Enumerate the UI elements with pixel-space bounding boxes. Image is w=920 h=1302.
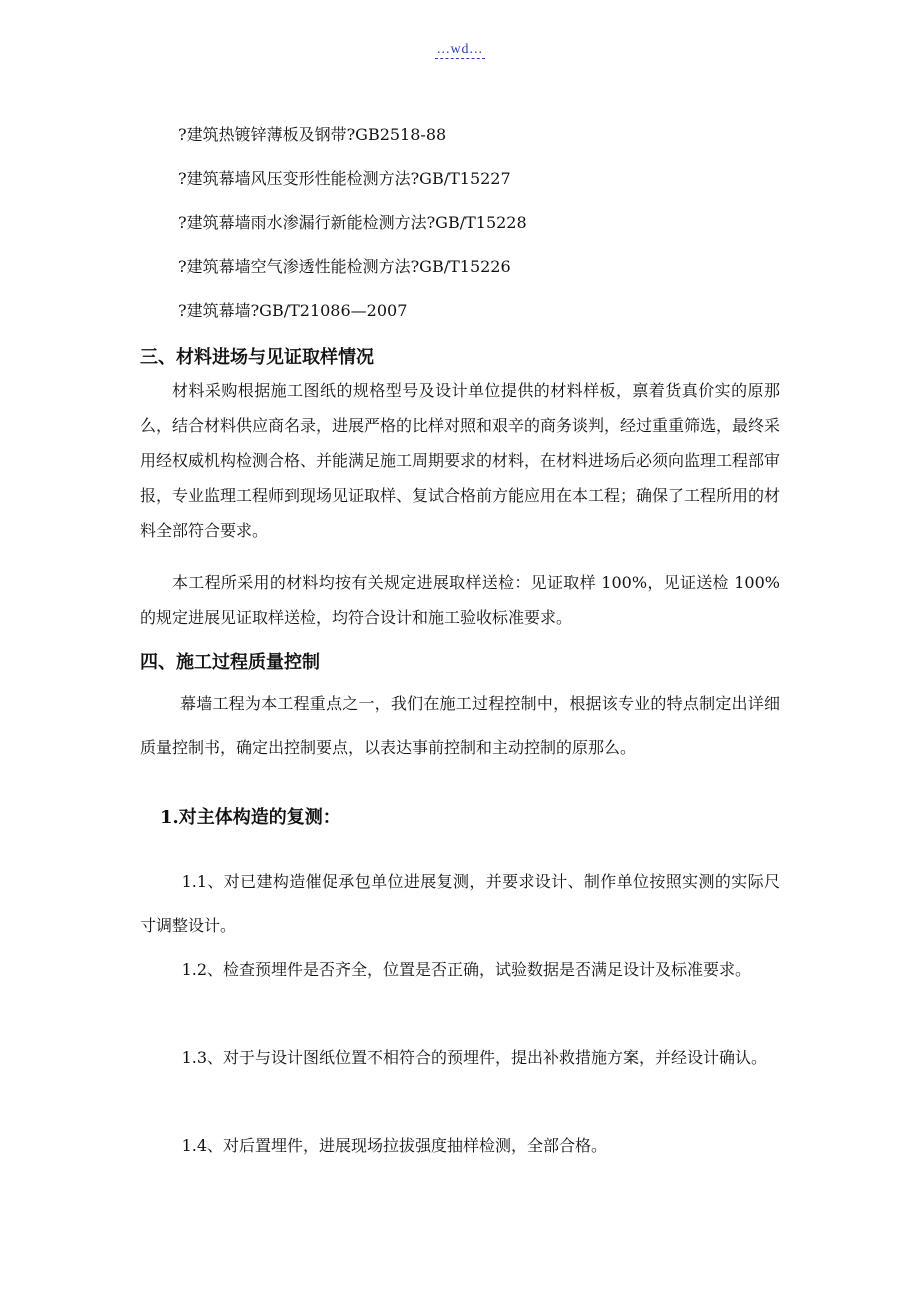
standard-item: ?建筑幕墙?GB/T21086—2007 <box>178 301 408 320</box>
section-3-heading: 三、材料进场与见证取样情况 <box>140 347 374 368</box>
standard-item: ?建筑幕墙空气渗透性能检测方法?GB/T15226 <box>178 257 511 276</box>
subsection-item: 1.2、检查预埋件是否齐全，位置是否正确，试验数据是否满足设计及标准要求。 <box>181 960 752 979</box>
standard-item: ?建筑热镀锌薄板及钢带?GB2518-88 <box>178 125 447 144</box>
section-3-paragraph-1: 材料采购根据施工图纸的规格型号及设计单位提供的材料样板，禀着货真价实的原那么，结合材料供应商名录，进展严格的比样对照和艰辛的商务谈判，经过重重筛选，最终采用经权威机构检测合格、并能满足施工周期要求的材料，在材料进场后必须向监理工程部审报，专业监理工程师到现场见证取样、复试合格前方能应用在本工程；确保了工程所用的材料全部符合要求。 <box>140 381 781 540</box>
section-4-heading: 四、施工过程质量控制 <box>140 652 320 673</box>
subsection-item: 1.3、对于与设计图纸位置不相符合的预埋件，提出补救措施方案，并经设计确认。 <box>181 1048 768 1067</box>
subsection-item: 1.4、对后置埋件，进展现场拉拔强度抽样检测，全部合格。 <box>181 1136 608 1155</box>
section-3-paragraph-2: 本工程所采用的材料均按有关规定进展取样送检：见证取样 100%，见证送检 100%的规定进展见证取样送检，均符合设计和施工验收标准要求。 <box>140 573 780 627</box>
subsection-1-heading: 1.对主体构造的复测： <box>160 807 341 828</box>
header-watermark-text: ...wd... <box>436 42 484 57</box>
standard-item: ?建筑幕墙风压变形性能检测方法?GB/T15227 <box>178 169 511 188</box>
standard-item: ?建筑幕墙雨水渗漏行新能检测方法?GB/T15228 <box>178 213 527 232</box>
page-header <box>0 42 920 58</box>
section-4-paragraph: 幕墙工程为本工程重点之一，我们在施工过程控制中，根据该专业的特点制定出详细质量控制书，确定出控制要点，以表达事前控制和主动控制的原那么。 <box>140 694 780 757</box>
subsection-item: 1.1、对已建构造催促承包单位进展复测，并要求设计、制作单位按照实测的实际尺寸调整设计。 <box>140 872 780 935</box>
